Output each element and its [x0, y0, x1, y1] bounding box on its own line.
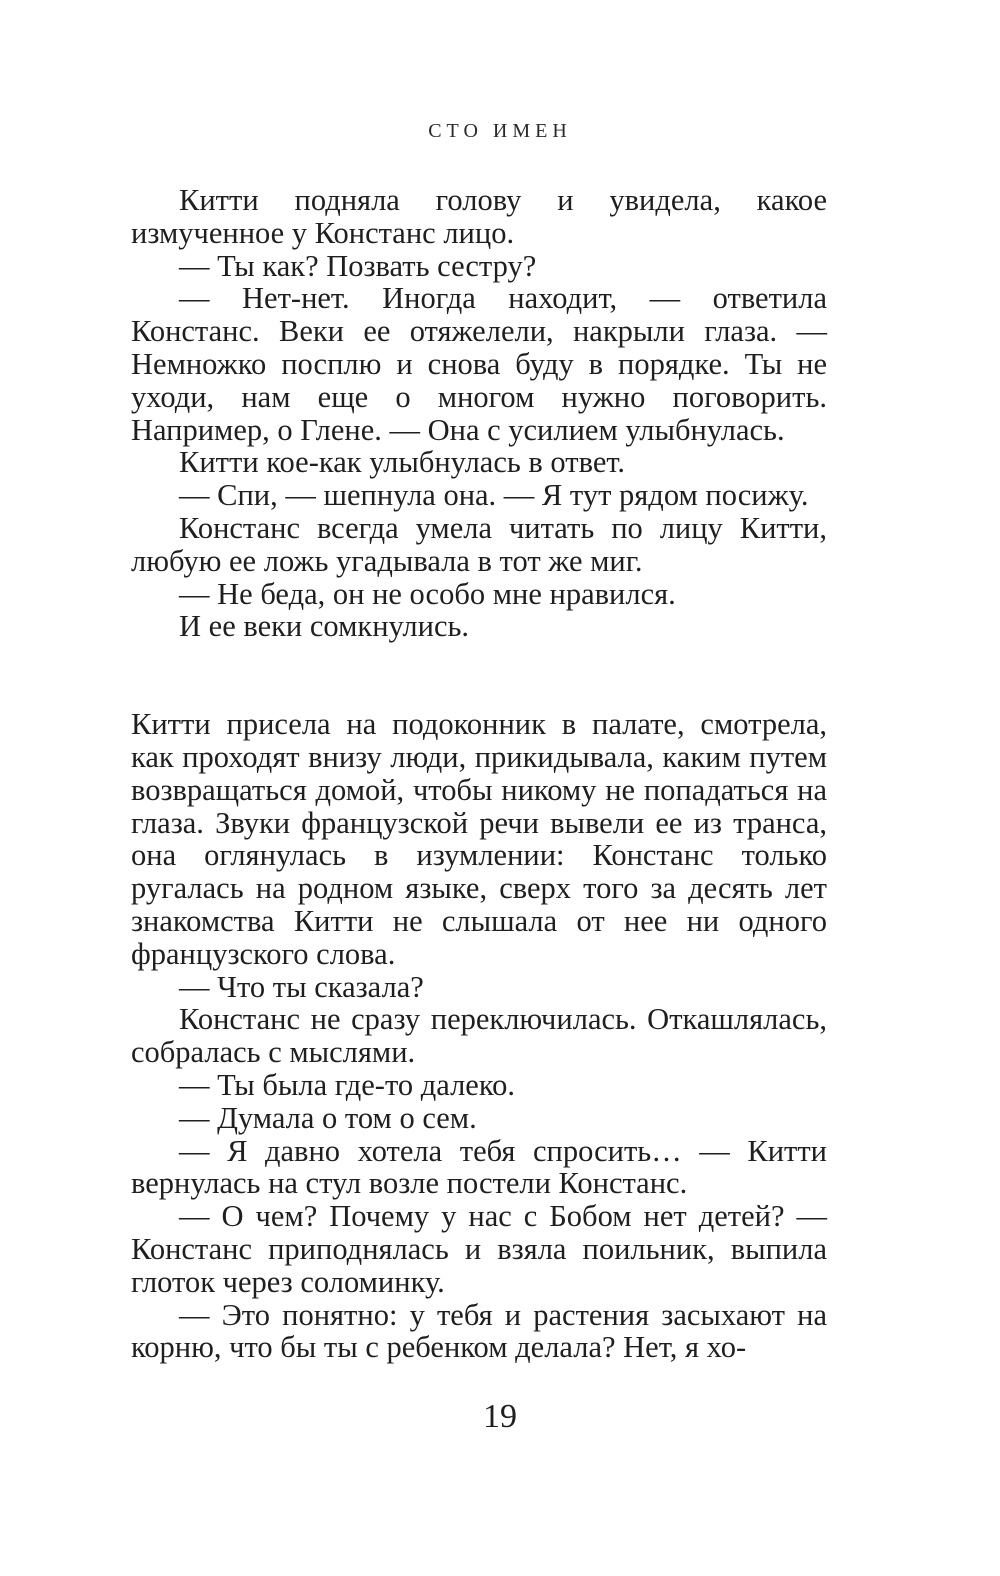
paragraph: — Спи, — шепнула она. — Я тут рядом посижу.	[179, 478, 809, 513]
paragraph: — Не беда, он не особо мне нравился.	[179, 576, 676, 611]
paragraph: Китти кое-как улыбнулась в ответ.	[179, 445, 626, 480]
paragraph: — Что ты сказала?	[179, 969, 424, 1004]
page-number: 19	[483, 1398, 517, 1435]
paragraph: Китти присела на подоконник в палате, смотрела, как проходят внизу люди, прикидывала, каким путем возвращаться домой, чтобы никому не попадаться на глаза. Звуки французской речи вывели ее из транса, она оглянулась в изумлении: Констанс только ругалась на родном языке, сверх того за десять лет знакомства Китти не слышала от нее ни одного французского слова.	[131, 707, 827, 971]
paragraph: — Ты как? Позвать сестру?	[179, 248, 537, 283]
paragraph: — Я давно хотела тебя спросить… — Китти вернулась на стул возле постели Констанс.	[131, 1133, 827, 1201]
paragraph: — Думала о том о сем.	[179, 1100, 477, 1135]
page-body	[131, 184, 827, 1364]
paragraph: — Нет-нет. Иногда находит, — ответила Констанс. Веки ее отяжелели, накрыли глаза. — Немножко посплю и снова буду в порядке. Ты не уходи, нам еще о многом нужно поговорить. Например, о Глене. — Она с усилием улыбнулась.	[131, 281, 827, 447]
paragraph: Констанс всегда умела читать по лицу Китти, любую ее ложь угадывала в тот же миг.	[131, 510, 827, 578]
paragraph: Констанс не сразу переключилась. Откашлялась, собралась с мыслями.	[131, 1002, 827, 1070]
paragraph: Китти подняла голову и увидела, какое измученное у Констанс лицо.	[131, 183, 827, 250]
running-head: СТО ИМЕН	[428, 120, 572, 142]
paragraph: — О чем? Почему у нас с Бобом нет детей? — Констанс приподнялась и взяла поильник, выпила глоток через соломинку.	[131, 1199, 827, 1299]
paragraph: И ее веки сомкнулись.	[179, 609, 470, 644]
paragraph: — Это понятно: у тебя и растения засыхают на корню, что бы ты с ребенком делала? Нет, я хо-	[131, 1297, 827, 1365]
section-break	[131, 643, 827, 708]
paragraph: — Ты была где-то далеко.	[179, 1067, 515, 1102]
